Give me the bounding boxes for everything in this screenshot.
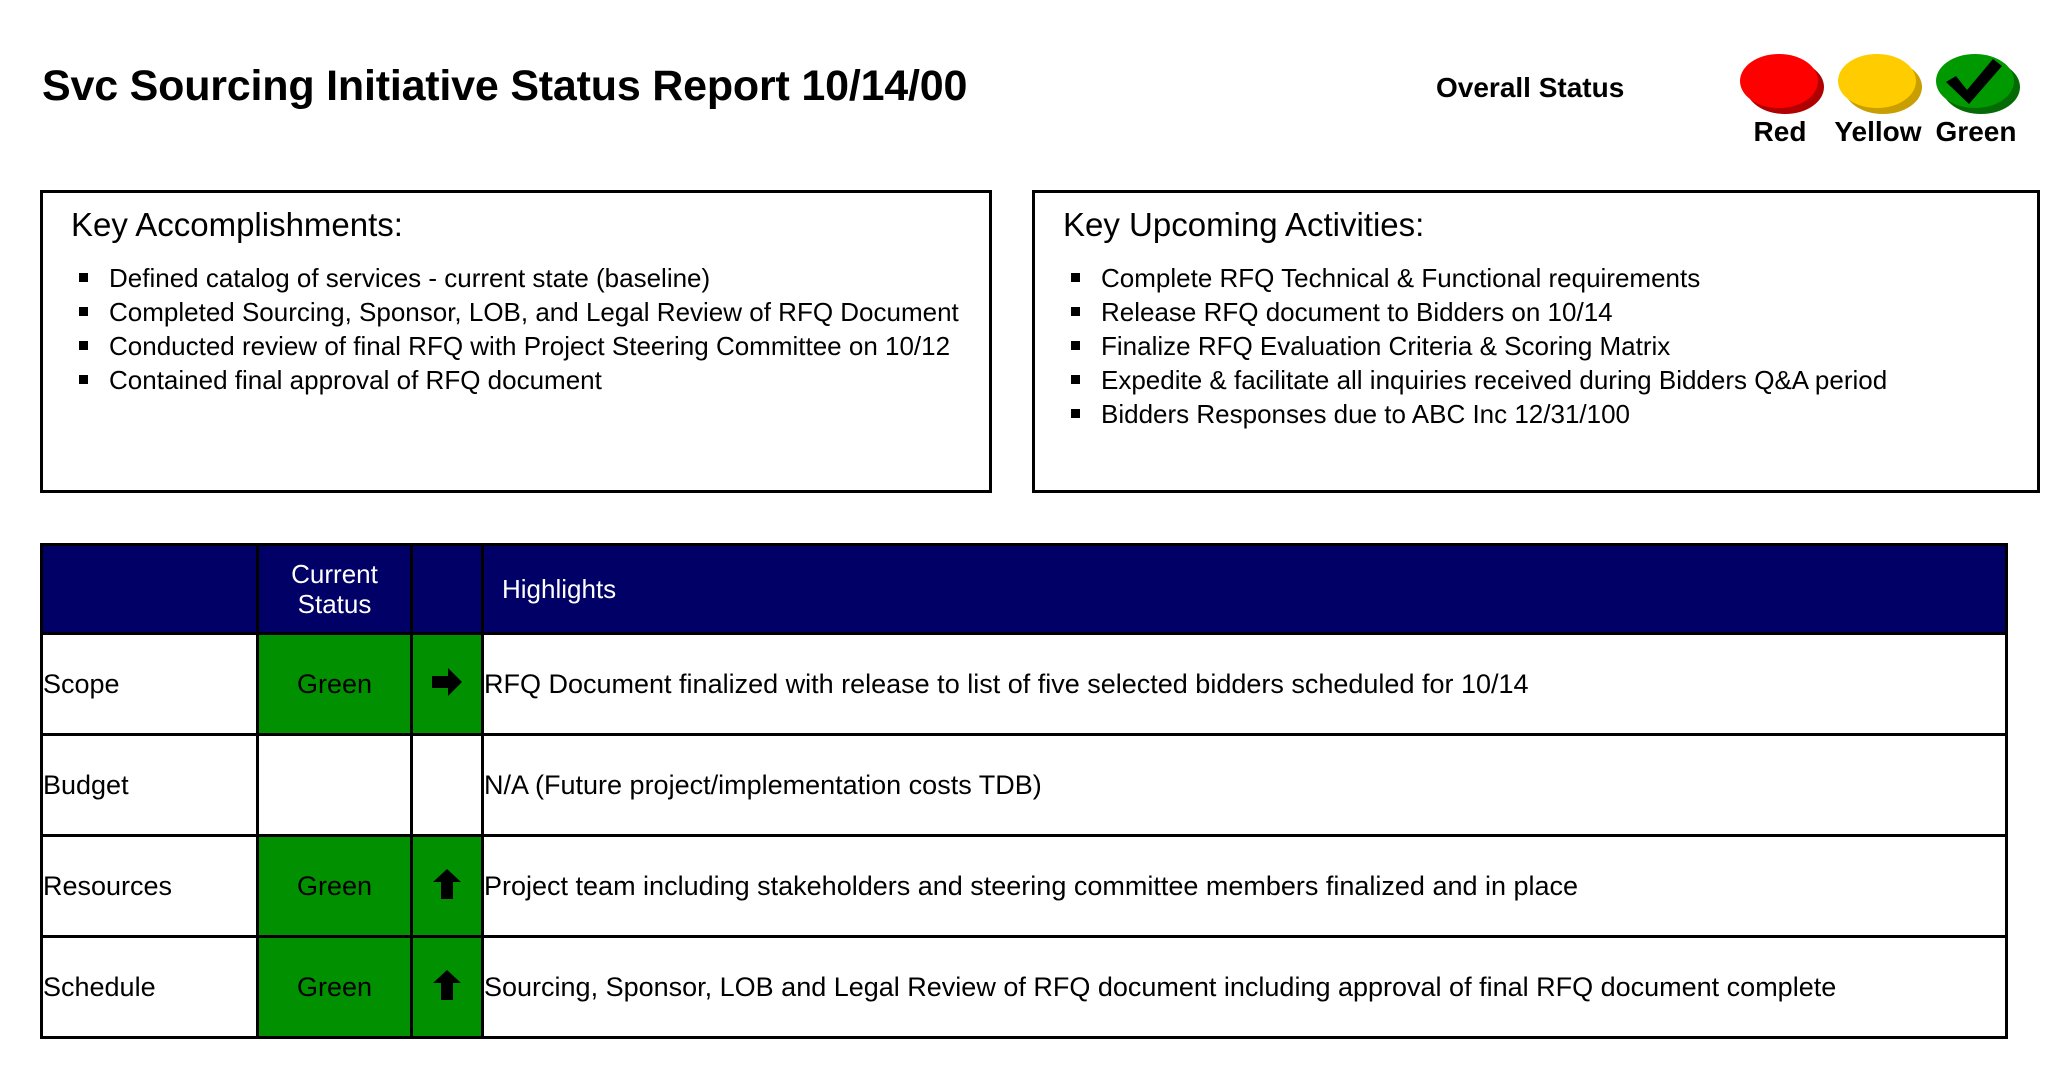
legend-item-red <box>1732 52 1828 146</box>
row-status-resources: Green <box>258 836 412 937</box>
up-arrow-icon <box>430 867 464 901</box>
legend-label-red: Red <box>1753 116 1807 147</box>
list-item: Finalize RFQ Evaluation Criteria & Scoring Matrix <box>1061 329 2023 363</box>
status-summary-table <box>40 543 2008 1039</box>
list-item: Release RFQ document to Bidders on 10/14 <box>1061 295 2023 329</box>
row-status-scope: Green <box>258 634 412 735</box>
key-upcoming-activities-list <box>1061 261 2023 431</box>
list-item: Completed Sourcing, Sponsor, LOB, and Legal Review of RFQ Document <box>69 295 975 329</box>
list-item: Expedite & facilitate all inquiries received during Bidders Q&A period <box>1061 363 2023 397</box>
row-highlights-schedule: Sourcing, Sponsor, LOB and Legal Review of RFQ document including approval of final RFQ document complete <box>483 937 2007 1038</box>
column-header-highlights <box>483 545 2007 634</box>
list-item: Conducted review of final RFQ with Project Steering Committee on 10/12 <box>69 329 975 363</box>
legend-dot-wrap-red <box>1732 52 1828 114</box>
table-row <box>42 836 2007 937</box>
row-highlights-budget: N/A (Future project/implementation costs TDB) <box>483 735 2007 836</box>
table-header <box>42 545 2007 634</box>
row-trend-resources <box>412 836 483 937</box>
table-row <box>42 937 2007 1038</box>
legend-dot-wrap-green <box>1928 52 2024 114</box>
list-item: Bidders Responses due to ABC Inc 12/31/100 <box>1061 397 2023 431</box>
table-header-row <box>42 545 2007 634</box>
key-accomplishments-list <box>69 261 975 397</box>
table-body <box>42 634 2007 1038</box>
page-title: Svc Sourcing Initiative Status Report 10/14/00 <box>42 62 968 110</box>
column-header-category <box>42 545 258 634</box>
legend-item-yellow <box>1830 52 1926 146</box>
red-status-ellipse-icon <box>1740 54 1818 108</box>
status-legend <box>1732 52 2032 162</box>
legend-item-green <box>1928 52 2024 146</box>
row-category-schedule: Schedule <box>42 937 258 1038</box>
row-trend-scope <box>412 634 483 735</box>
row-status-budget <box>258 735 412 836</box>
key-accomplishments-box <box>40 190 992 493</box>
overall-status-label: Overall Status <box>1436 72 1625 103</box>
row-category-resources: Resources <box>42 836 258 937</box>
key-accomplishments-title: Key Accomplishments: <box>71 206 403 243</box>
column-header-current-status-line2: Status <box>297 589 372 619</box>
key-upcoming-activities-box <box>1032 190 2040 493</box>
list-item: Defined catalog of services - current state (baseline) <box>69 261 975 295</box>
row-category-scope: Scope <box>42 634 258 735</box>
row-highlights-scope: RFQ Document finalized with release to list of five selected bidders scheduled for 10/14 <box>483 634 2007 735</box>
legend-dot-wrap-yellow <box>1830 52 1926 114</box>
row-category-budget: Budget <box>42 735 258 836</box>
row-trend-schedule <box>412 937 483 1038</box>
column-header-trend <box>412 545 483 634</box>
row-trend-budget <box>412 735 483 836</box>
list-item: Complete RFQ Technical & Functional requirements <box>1061 261 2023 295</box>
column-header-current-status <box>258 545 412 634</box>
up-arrow-icon <box>430 968 464 1002</box>
legend-label-yellow: Yellow <box>1834 116 1922 147</box>
list-item: Contained final approval of RFQ document <box>69 363 975 397</box>
column-header-highlights-label: Highlights <box>502 573 617 604</box>
key-upcoming-activities-title: Key Upcoming Activities: <box>1063 206 1425 243</box>
table-row <box>42 735 2007 836</box>
legend-label-green: Green <box>1935 116 2017 147</box>
right-arrow-icon <box>430 665 464 699</box>
column-header-current-status-line1: Current <box>291 558 378 589</box>
row-highlights-resources: Project team including stakeholders and steering committee members finalized and in place <box>483 836 2007 937</box>
checkmark-icon <box>1936 54 2014 108</box>
report-header <box>0 0 2048 175</box>
row-status-schedule: Green <box>258 937 412 1038</box>
table-row <box>42 634 2007 735</box>
yellow-status-ellipse-icon <box>1838 54 1916 108</box>
